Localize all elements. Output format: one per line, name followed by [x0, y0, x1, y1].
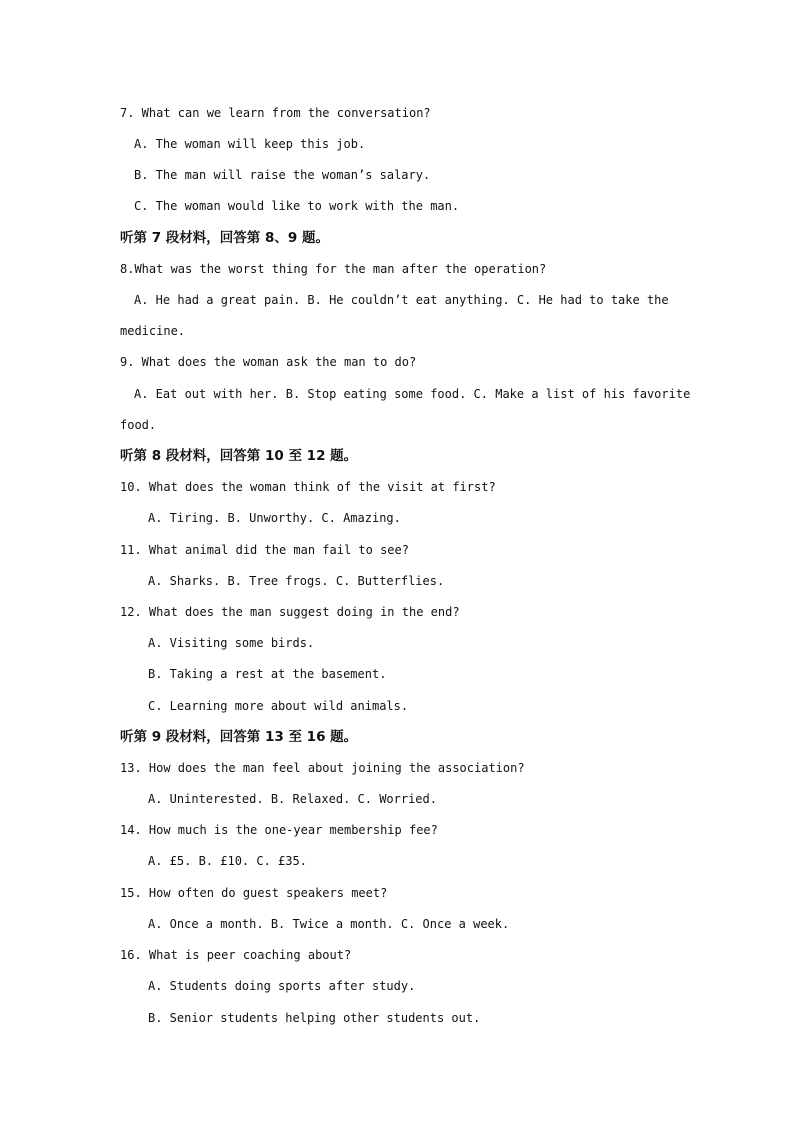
options-15: A. Once a month. B. Twice a month. C. Once a week.	[148, 917, 510, 931]
options-9: A. Eat out with her. B. Stop eating some food. C. Make a list of his favorite	[134, 387, 691, 401]
section-header-9: 听第 9 段材料，回答第 13 至 16 题。	[120, 729, 358, 745]
option-16a: A. Students doing sports after study.	[148, 979, 416, 993]
question-12: 12. What does the man suggest doing in the end?	[120, 605, 460, 619]
options-10: A. Tiring. B. Unworthy. C. Amazing.	[148, 511, 401, 525]
option-16b: B. Senior students helping other students out.	[148, 1011, 481, 1025]
question-15: 15. How often do guest speakers meet?	[120, 886, 388, 900]
options-13: A. Uninterested. B. Relaxed. C. Worried.	[148, 792, 437, 806]
question-9: 9. What does the woman ask the man to do?	[120, 355, 417, 369]
question-8: 8.What was the worst thing for the man after the operation?	[120, 262, 547, 276]
option-7a: A. The woman will keep this job.	[134, 137, 366, 151]
options-8-continued: medicine.	[120, 324, 186, 338]
option-7b: B. The man will raise the woman’s salary.	[134, 168, 431, 182]
section-header-8: 听第 8 段材料，回答第 10 至 12 题。	[120, 448, 358, 464]
question-10: 10. What does the woman think of the visit at first?	[120, 480, 496, 494]
question-7: 7. What can we learn from the conversation?	[120, 106, 431, 120]
option-12b: B. Taking a rest at the basement.	[148, 667, 387, 681]
question-16: 16. What is peer coaching about?	[120, 948, 352, 962]
question-13: 13. How does the man feel about joining the association?	[120, 761, 525, 775]
option-12a: A. Visiting some birds.	[148, 636, 315, 650]
options-11: A. Sharks. B. Tree frogs. C. Butterflies.	[148, 574, 445, 588]
section-header-7: 听第 7 段材料，回答第 8、9 题。	[120, 230, 329, 246]
option-7c: C. The woman would like to work with the man.	[134, 199, 460, 213]
question-11: 11. What animal did the man fail to see?	[120, 543, 409, 557]
options-14: A. £5. B. £10. C. £35.	[148, 854, 307, 868]
options-8: A. He had a great pain. B. He couldn’t eat anything. C. He had to take the	[134, 293, 669, 307]
options-9-continued: food.	[120, 418, 157, 432]
question-14: 14. How much is the one-year membership fee?	[120, 823, 438, 837]
option-12c: C. Learning more about wild animals.	[148, 699, 409, 713]
